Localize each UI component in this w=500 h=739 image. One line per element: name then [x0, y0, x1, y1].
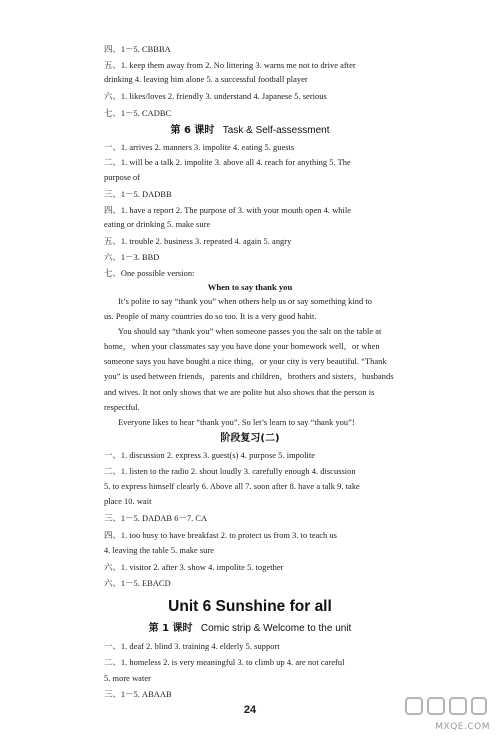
essay-line: respectful.	[104, 403, 140, 412]
answer-line: 七、1－5. CADBC	[104, 109, 172, 118]
answer-line: place 10. wait	[104, 497, 152, 506]
answer-line: 二、1. will be a talk 2. impolite 3. above all 4. reach for anything 5. The	[104, 158, 351, 167]
answer-line: 六、1－3. BBD	[104, 253, 160, 262]
answer-line: 二、1. listen to the radio 2. shout loudly 3. carefully enough 4. discussion	[104, 467, 356, 476]
answer-line: 一、1. discussion 2. express 3. guest(s) 4. purpose 5. impolite	[104, 451, 316, 460]
lesson6-heading	[0, 124, 500, 138]
answer-line: 四、1－5. CBBBA	[104, 45, 171, 54]
answer-line: 六、1. likes/loves 2. friendly 3. understand 4. Japanese 5. serious	[104, 92, 327, 101]
essay-line: and wives. It not only shows that we are polite but also shows that the person is	[104, 388, 375, 397]
essay-line: You should say “thank you” when someone passes you the salt on the table at	[118, 327, 382, 336]
answer-line: 一、1. deaf 2. blind 3. training 4. elderly 5. support	[104, 642, 280, 651]
answer-line: 5. to express himself clearly 6. Above all 7. soon after 8. have a talk 9. take	[104, 482, 360, 491]
answer-line: 4. leaving the table 5. make sure	[104, 546, 215, 555]
answer-line: 三、1－5. DADBB	[104, 190, 172, 199]
essay-line: home，when your classmates say you have done your homework well，or when	[104, 342, 380, 351]
essay-line: Everyone likes to hear “thank you”. So let’s learn to say “thank you”!	[118, 418, 355, 427]
answer-line: 四、1. too busy to have breakfast 2. to protect us from 3. to teach us	[104, 531, 337, 540]
lesson6-cn: 第 6 课时	[170, 125, 215, 136]
essay-line: someone says you have bought a nice thing，or your city is very beautiful. “Thank	[104, 357, 387, 366]
answer-line: 二、1. homeless 2. is very meaningful 3. to climb up 4. are not careful	[104, 658, 345, 667]
answer-line: eating or drinking 5. make sure	[104, 220, 211, 229]
lesson1-cn: 第 1 课时	[148, 623, 193, 634]
page-number: 24	[243, 704, 257, 716]
answer-line: 四、1. have a report 2. The purpose of 3. with your mouth open 4. while	[104, 206, 352, 215]
answer-line: 六、1－5. EBACD	[104, 579, 171, 588]
answer-line: 5. more water	[104, 674, 151, 683]
review-heading	[0, 432, 500, 446]
answer-line: 七、One possible version:	[104, 269, 195, 278]
answer-line: 五、1. keep them away from 2. No littering 3. warns me not to drive after	[104, 61, 356, 70]
essay-title: When to say thank you	[207, 282, 293, 292]
answer-line: drinking 4. leaving him alone 5. a successful football player	[104, 75, 308, 84]
watermark-text: MXQE.COM	[435, 722, 490, 732]
answer-line: 三、1－5. DADAB 6－7. CA	[104, 514, 208, 523]
answer-line: 三、1－5. ABAAB	[104, 690, 172, 699]
unit-title: Unit 6 Sunshine for all	[168, 598, 332, 615]
review-cn: 阶段复习(二)	[220, 433, 280, 444]
essay-line: you” is used between friends，parents and children，brothers and sisters，husbands	[104, 372, 394, 381]
lesson1-en: Comic strip & Welcome to the unit	[200, 623, 352, 634]
lesson1-heading	[0, 622, 500, 636]
answer-line: 六、1. visitor 2. after 3. show 4. impolite 5. together	[104, 563, 284, 572]
essay-line: It’s polite to say “thank you” when others help us or say something kind to	[118, 297, 373, 306]
answer-line: purpose of	[104, 173, 141, 182]
lesson6-en: Task & Self-assessment	[222, 125, 330, 136]
answer-line: 一、1. arrives 2. manners 3. impolite 4. eating 5. guests	[104, 143, 295, 152]
watermark-logo	[398, 694, 490, 734]
answer-line: 五、1. trouble 2. business 3. repeated 4. again 5. angry	[104, 237, 292, 246]
essay-line: us. People of many countries do so too. It is a very good habit.	[104, 312, 317, 321]
